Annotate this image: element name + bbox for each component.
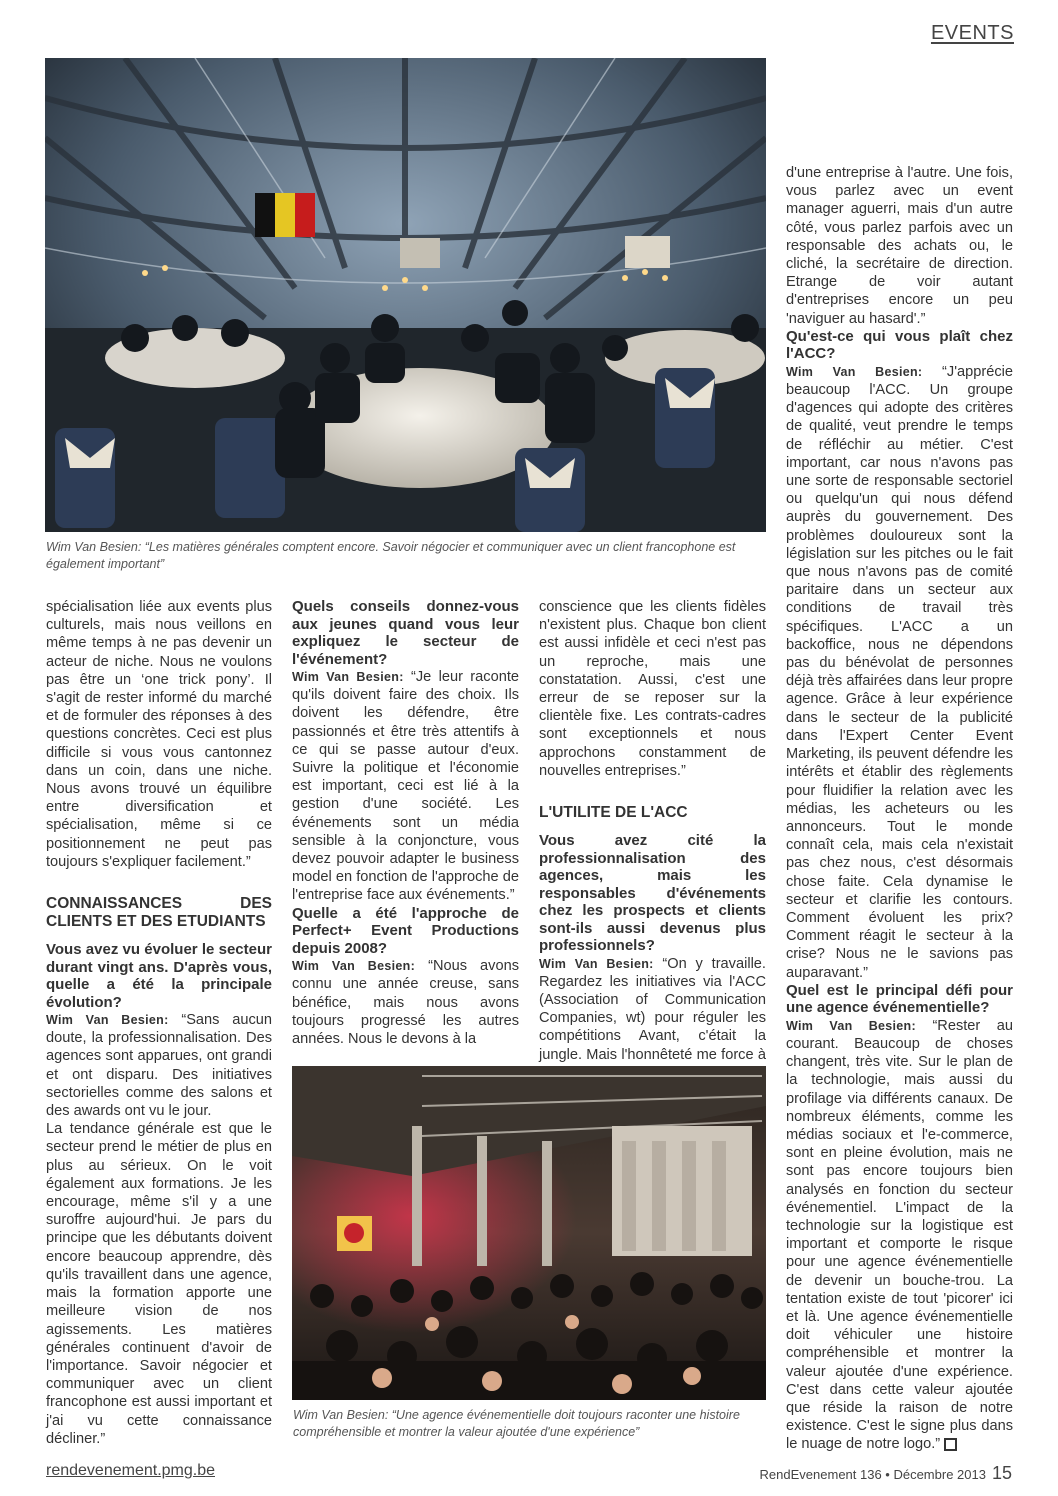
- footer-website-link[interactable]: rendevenement.pmg.be: [46, 1462, 215, 1479]
- col1-paragraph-1: spécialisation liée aux events plus culturels, mais nous veillons en même temps à ne pas devenir un acteur de niche. Nous ne voulons pas être un ‘one trick pony’. Il s'agit de rester informé du marché et de formuler des réponses à des questions concrètes. Ceci est plus difficile si vous vous cantonnez dans un coin, dans une niche. Nous avons trouvé un équilibre entre diversification et spécialisation, même si ce positionnement ne peut pas toujours s'expliquer facilement.”: [46, 599, 272, 870]
- col4-answer-2-text: “Rester au courant. Beaucoup de choses changent, très vite. Sur le plan de la technologie, mais aussi du profilage via différents canaux. De nombreux éléments, comme les médias sociaux et l'e-commerce, sont en pleine évolution, mais ne sont pas encore toujours bien analysés en fonction du secteur événementiel. L'impact de la technologie sur la logistique est important et comporte le risque pour une agence événementielle de devenir un bouche-trou. La tentation existe de tout 'picorer' ici et là. Une agence événementielle doit véhiculer une histoire compréhensible et montrer la valeur ajoutée d'une expérience. C'est dans cette valeur ajoutée que réside la raison de notre existence. C'est le signe plus dans le nuage de notre logo.”: [786, 1017, 1013, 1453]
- photo-banquet: [45, 58, 766, 532]
- col2-question-2: Quelle a été l'approche de Perfect+ Event Productions depuis 2008?: [292, 904, 519, 957]
- speaker-label: Wim Van Besien:: [292, 959, 416, 974]
- photo-crowd-caption: Wim Van Besien: “Une agence événementielle doit toujours raconter une histoire compréhensible et montrer la valeur ajoutée d'une expérience”: [293, 1408, 740, 1439]
- col4-answer-2: [786, 1017, 1013, 1454]
- col4-question-1: Qu'est-ce qui vous plaît chez l'ACC?: [786, 327, 1013, 363]
- crowd-image: [292, 1066, 766, 1400]
- col3-paragraph-1: conscience que les clients fidèles n'existent plus. Chaque bon client est aussi infidèle et ceci n'est pas un reproche, mais une constatation. Aussi, c'est une erreur de se reposer sur la clientèle fixe. Les contrats-cadres sont exceptionnels et nous approchons constamment de nouvelles entreprises.”: [539, 599, 766, 779]
- speaker-label: Wim Van Besien:: [539, 956, 654, 971]
- speaker-label: Wim Van Besien:: [292, 670, 404, 684]
- footer-issue-info: [760, 1463, 1012, 1484]
- col3-section-heading: L'UTILITE DE L'ACC: [539, 804, 688, 822]
- col2-question-1: Quels conseils donnez-vous aux jeunes quand vous leur expliquez le secteur de l'événement?: [292, 598, 519, 668]
- column-4: [786, 164, 1013, 1454]
- col2-answer-2: [292, 957, 519, 1048]
- speaker-label: Wim Van Besien:: [46, 1013, 169, 1028]
- column-1: [46, 598, 272, 1448]
- col2-answer-2-text: “Nous avons connu une année creuse, sans bénéfice, mais nous avons toujours progressé les autres années. Nous le devons à la: [292, 958, 519, 1047]
- col1-answer-1: [46, 1011, 272, 1120]
- photo-banquet-caption: Wim Van Besien: “Les matières générales comptent encore. Savoir négocier et communiquer avec un client francophone est également important”: [46, 540, 736, 571]
- col1-answer-1-text: “Sans aucun doute, la professionnalisation. Des agences sont apparues, ont grandi et ont disparu. Des initiatives sectorielles comme des salons et des awards ont vu le jour.: [46, 1012, 272, 1120]
- col1-section-heading: CONNAISSANCES DES CLIENTS ET DES ETUDIANTS: [46, 895, 272, 931]
- col4-answer-1-text: “J'apprécie beaucoup l'ACC. Un groupe d'agences qui adopte des critères de qualité, veut prendre le temps de réfléchir au métier. C'est important, car nous n'avons pas une sorte de responsable sectoriel ou quelqu'un qui nous défend auprès du gouvernement. Des problèmes douloureux sont la législation sur les pitches ou le fait que nous n'avons pas de comité paritaire dans un secteur aux conditions de travail très spécifiques. L'ACC a un backoffice, nous ne dépendons pas du bénévolat de personnes déjà très affairées dans leur propre agence. Grâce à leur expérience dans le secteur de la publicité dans l'Expert Center Event Marketing, ils peuvent défendre les intérêts et établir des règlements pour fluidifier la relation avec les médias, les acheteurs ou les annonceurs. Tout le monde connaît cela, mais cela n'existait pas chez nous, c'est désormais chose faite. Cela dynamise le secteur et clarifie les contours. Comment évoluent les prix? Comment réagit le secteur à la crise? Nous ne le savions pas auparavant.”: [786, 363, 1013, 981]
- footer-issue: RendEvenement 136 • Décembre 2013: [759, 1467, 986, 1482]
- banquet-image: [45, 58, 766, 532]
- column-3: [539, 598, 766, 1082]
- speaker-label: Wim Van Besien:: [786, 364, 923, 379]
- section-tag: EVENTS: [930, 22, 1014, 44]
- page-number: 15: [991, 1463, 1012, 1483]
- column-2: [292, 598, 519, 1048]
- end-of-article-icon: [944, 1438, 957, 1451]
- photo-crowd: [292, 1066, 766, 1400]
- col4-answer-1: [786, 363, 1013, 982]
- col2-answer-1-text: “Je leur raconte qu'ils doivent faire des choix. Ils doivent les défendre, être passionnés et être très attentifs à ce qui se passe autour d'eux. Suivre la politique et l'économie est important, ceci est lié à la gestion d'une société. Les événements sont un média sensible à la conjoncture, vous devez pouvoir adapter le business model en fonction de l'approche de l'entreprise face aux événements.”: [292, 669, 519, 904]
- speaker-label: Wim Van Besien:: [786, 1018, 916, 1033]
- col4-question-2: Quel est le principal défi pour une agence événementielle?: [786, 981, 1013, 1017]
- col3-question-1: Vous avez cité la professionnalisation des agences, mais les responsables d'événements chez les prospects et clients sont-ils aussi devenus plus professionnels?: [539, 832, 766, 955]
- col1-question-1: Vous avez vu évoluer le secteur durant vingt ans. D'après vous, quelle a été la principale évolution?: [46, 941, 272, 1011]
- col2-answer-1: [292, 668, 519, 905]
- col1-paragraph-2: La tendance générale est que le secteur prend le métier de plus en plus au sérieux. On le voit également aux formations. Je les encourage, même s'il y a une suroffre aujourd'hui. Je pars du principe que les débutants doivent encore beaucoup apprendre, dès qu'ils travaillent dans une agence, mais la formation apporte une meilleure vision de nos agissements. Les matières générales continuent d'avoir de l'importance. Savoir négocier et communiquer avec un client francophone est aussi important et j'ai vu cette connaissance décliner.”: [46, 1121, 272, 1447]
- col4-paragraph-1: d'une entreprise à l'autre. Une fois, vous parlez avec un event manager aguerri, mais d'un autre côté, vous parlez parfois avec un responsable des achats ou, le cliché, la secrétaire de direction. Etrange de voir autant d'entreprises encore un peu 'naviguer au hasard'.”: [786, 165, 1013, 327]
- col3-answer-1-text: “On y travaille. Regardez les initiatives via l'ACC (Association of Communication Companies, wt) pour réguler les compétitions Avant, c'était la jungle. Mais l'honnêteté me force à: [539, 955, 766, 1063]
- col3-answer-1: [539, 955, 766, 1082]
